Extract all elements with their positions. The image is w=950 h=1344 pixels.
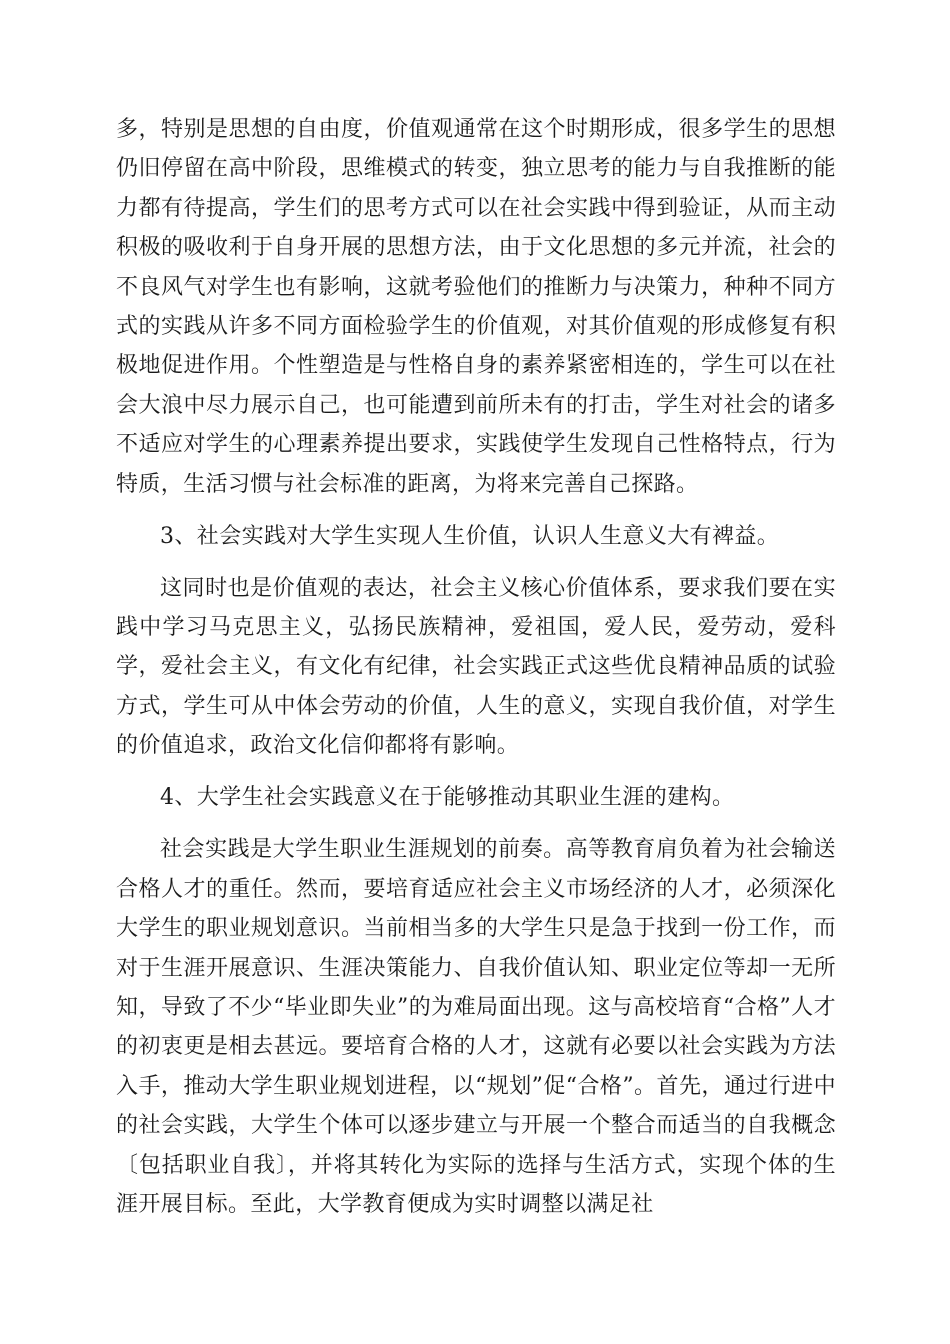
section-heading-3: 3、社会实践对大学生实现人生价值，认识人生意义大有裨益。 bbox=[160, 523, 780, 549]
section-heading-4: 4、大学生社会实践意义在于能够推动其职业生涯的建构。 bbox=[160, 785, 735, 811]
document-body bbox=[116, 110, 836, 1224]
paragraph-continuation: 多，特别是思想的自由度，价值观通常在这个时期形成，很多学生的思想仍旧停留在高中阶段，思维模式的转变，独立思考的能力与自我推断的能力都有待提高，学生们的思考方式可以在社会实践中得到验证，从而主动积极的吸收利于自身开展的思想方法，由于文化思想的多元并流，社会的不良风气对学生也有影响，这就考验他们的推断力与决策力，种种不同方式的实践从许多不同方面检验学生的价值观，对其价值观的形成修复有积极地促进作用。个性塑造是与性格自身的素养紧密相连的，学生可以在社会大浪中尽力展示自己，也可能遭到前所未有的打击，学生对社会的诸多不适应对学生的心理素养提出要求，实践使学生发现自己性格特点，行为特质，生活习惯与社会标准的距离，为将来完善自己探路。 bbox=[116, 117, 836, 497]
paragraph-career: 社会实践是大学生职业生涯规划的前奏。高等教育肩负着为社会输送合格人才的重任。然而，要培育适应社会主义市场经济的人才，必须深化大学生的职业规划意识。当前相当多的大学生只是急于找到一份工作，而对于生涯开展意识、生涯决策能力、自我价值认知、职业定位等却一无所知，导致了不少“毕业即失业”的为难局面出现。这与高校培育“合格”人才的初衷更是相去甚远。要培育合格的人才，这就有必要以社会实践为方法入手，推动大学生职业规划进程，以“规划”促“合格”。首先，通过行进中的社会实践，大学生个体可以逐步建立与开展一个整合而适当的自我概念〔包括职业自我〕，并将其转化为实际的选择与生活方式，实现个体的生涯开展目标。至此，大学教育便成为实时调整以满足社 bbox=[116, 837, 836, 1217]
paragraph-values: 这同时也是价值观的表达，社会主义核心价值体系，要求我们要在实践中学习马克思主义，弘扬民族精神，爱祖国，爱人民，爱劳动，爱科学，爱社会主义，有文化有纪律，社会实践正式这些优良精神品质的试验方式，学生可从中体会劳动的价值，人生的意义，实现自我价值，对学生的价值追求，政治文化信仰都将有影响。 bbox=[116, 575, 836, 759]
